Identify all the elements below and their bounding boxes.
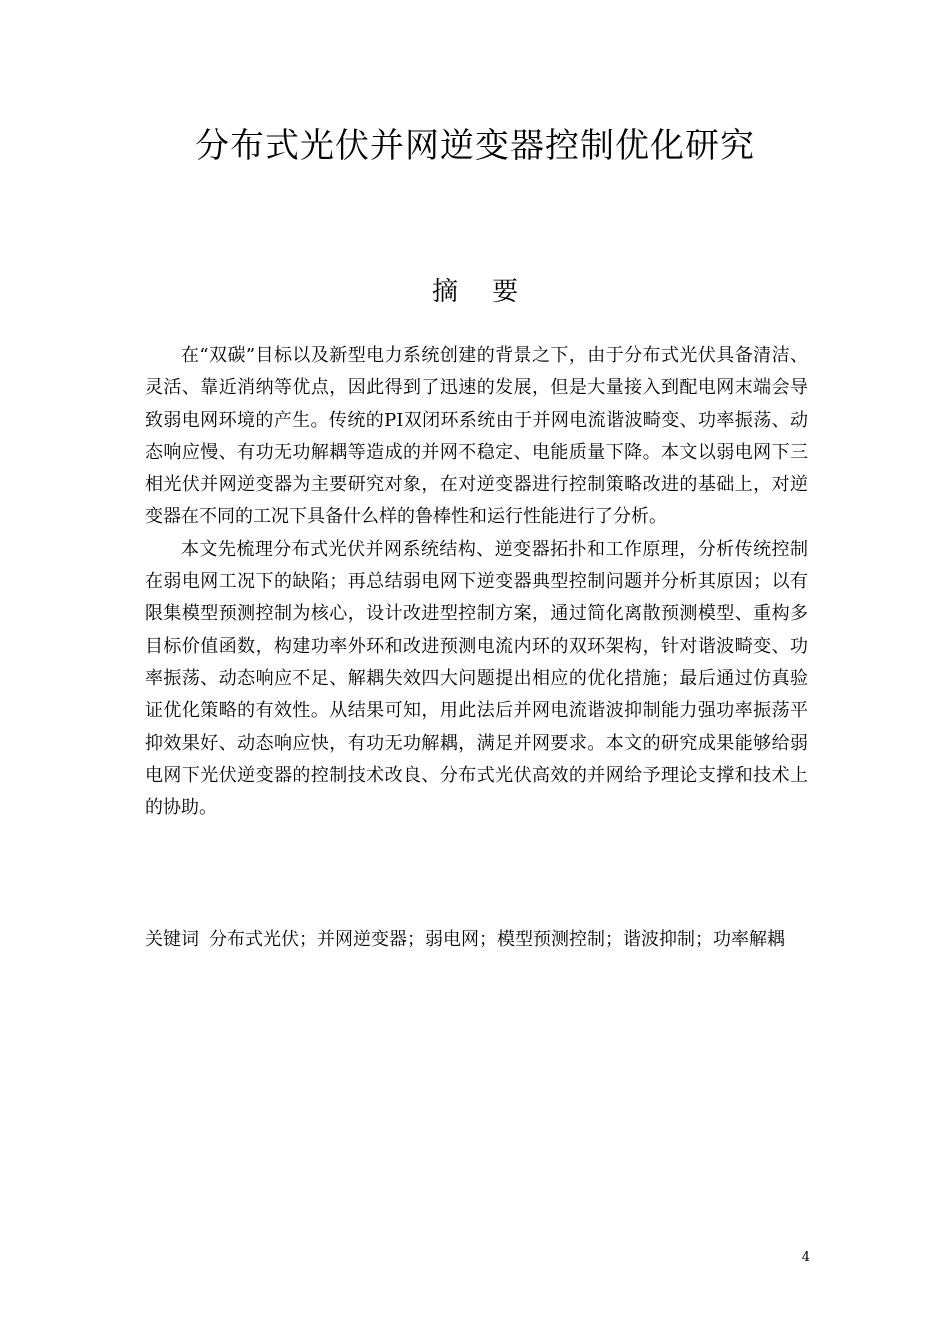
keywords-line — [145, 924, 825, 956]
abstract-paragraph: 本文先梳理分布式光伏并网系统结构、逆变器拓扑和工作原理，分析传统控制在弱电网工况下的缺陷；再总结弱电网下逆变器典型控制问题并分析其原因；以有限集模型预测控制为核心，设计改进型控制方案，通过简化离散预测模型、重构多目标价值函数，构建功率外环和改进预测电流内环的双环架构，针对谐波畸变、功率振荡、动态响应不足、解耦失效四大问题提出相应的优化措施；最后通过仿真验证优化策略的有效性。从结果可知，用此法后并网电流谐波抑制能力强功率振荡平抑效果好、动态响应快，有功无功解耦，满足并网要求。本文的研究成果能够给弱电网下光伏逆变器的控制技术改良、分布式光伏高效的并网给予理论支撑和技术上的协助。 — [145, 538, 808, 819]
page-number: 4 — [801, 1250, 810, 1265]
abstract-heading: 摘要 — [431, 277, 552, 307]
abstract-body — [145, 340, 808, 824]
keywords-text: 分布式光伏；并网逆变器；弱电网；模型预测控制；谐波抑制；功率解耦 — [209, 929, 785, 950]
document-title: 分布式光伏并网逆变器控制优化研究 — [195, 126, 755, 166]
keywords-label: 关键词 — [145, 929, 199, 950]
abstract-paragraph: 在“双碳”目标以及新型电力系统创建的背景之下，由于分布式光伏具备清洁、灵活、靠近消纳等优点，因此得到了迅速的发展，但是大量接入到配电网末端会导致弱电网环境的产生。传统的PI双闭环系统由于并网电流谐波畸变、功率振荡、动态响应慢、有功无功解耦等造成的并网不稳定、电能质量下降。本文以弱电网下三相光伏并网逆变器为主要研究对象，在对逆变器进行控制策略改进的基础上，对逆变器在不同的工况下具备什么样的鲁棒性和运行性能进行了分析。 — [145, 345, 808, 528]
